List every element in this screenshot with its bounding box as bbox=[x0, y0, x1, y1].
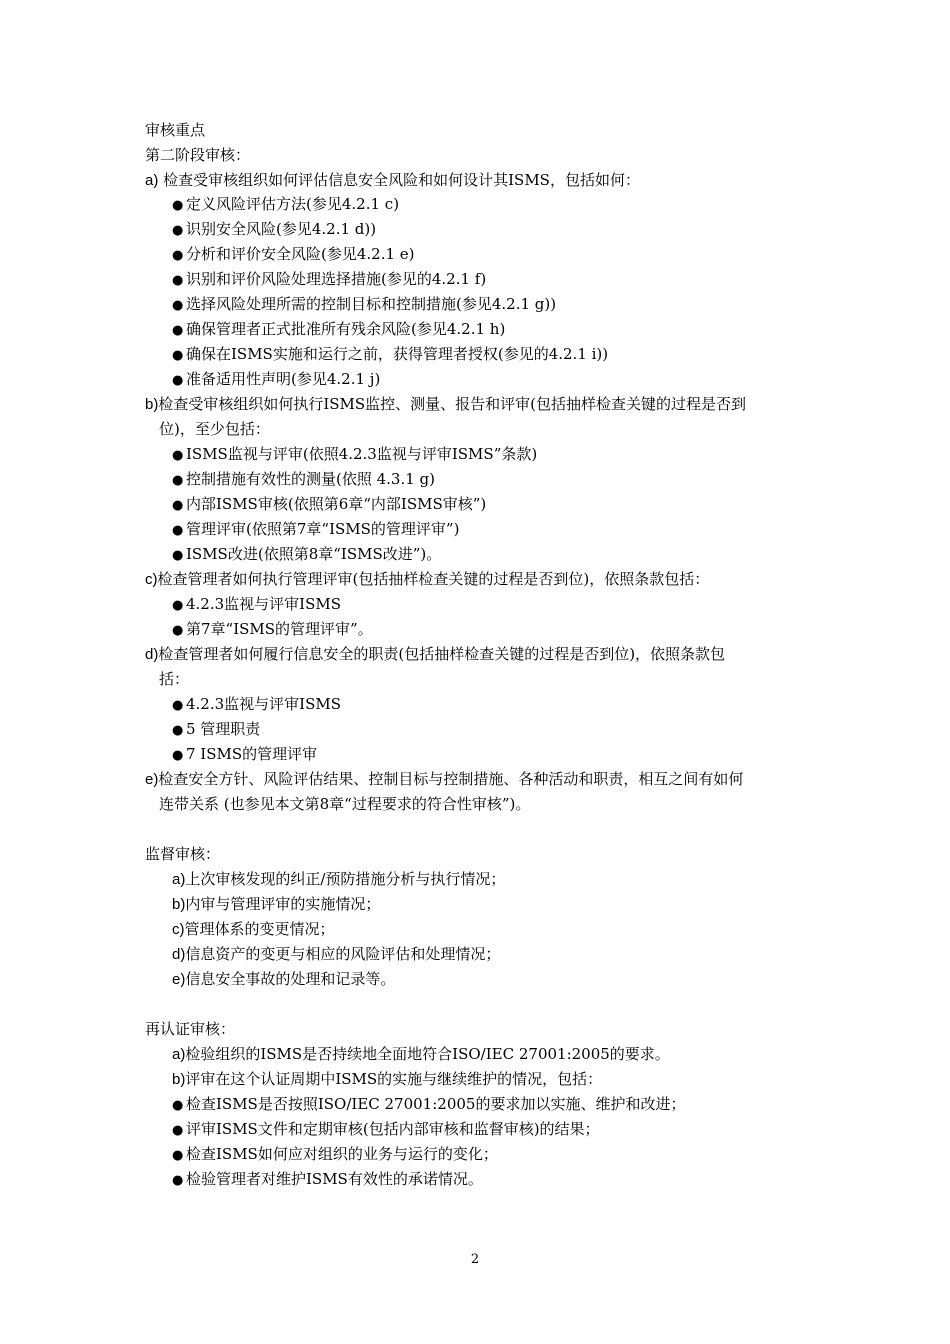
list-item: b)评审在这个认证周期中ISMS的实施与继续维护的情况，包括： bbox=[172, 1070, 603, 1088]
item-continuation: 连带关系 (也参见本文第8章“过程要求的符合性审核”)。 bbox=[159, 795, 531, 813]
bullet-icon: ● bbox=[172, 323, 184, 338]
item-continuation: 括： bbox=[159, 670, 190, 688]
item-marker: e) bbox=[172, 971, 186, 988]
item-marker: a) bbox=[172, 1046, 186, 1063]
item-marker: b) bbox=[145, 396, 159, 413]
list-item: b)内审与管理评审的实施情况； bbox=[172, 895, 381, 913]
bullet-icon: ● bbox=[172, 248, 184, 263]
bullet-icon: ● bbox=[172, 598, 184, 613]
item-marker: b) bbox=[172, 1071, 186, 1088]
bullet-item: ● 第7章“ISMS的管理评审”。 bbox=[172, 619, 373, 643]
bullet-icon: ● bbox=[172, 473, 184, 488]
item-text: 检查管理者如何履行信息安全的职责(包括抽样检查关键的过程是否到位)，依照条款包 bbox=[158, 645, 726, 663]
bullet-item: ● 识别和评价风险处理选择措施(参见的4.2.1 f) bbox=[172, 269, 486, 293]
bullet-item: ● ISMS改进(依照第8章“ISMS改进”)。 bbox=[172, 544, 441, 568]
stage2-heading: 第二阶段审核： bbox=[145, 146, 251, 164]
bullet-item: ● 7 ISMS的管理评审 bbox=[172, 744, 317, 768]
bullet-icon: ● bbox=[172, 548, 184, 563]
bullet-item: ● ISMS监视与评审(依照4.2.3监视与评审ISMS”条款) bbox=[172, 444, 537, 468]
bullet-icon: ● bbox=[172, 448, 184, 463]
item-marker: c) bbox=[172, 921, 185, 938]
bullet-item: ● 管理评审(依照第7章“ISMS的管理评审”) bbox=[172, 519, 459, 543]
stage2-item-c bbox=[145, 569, 709, 593]
item-text: 检查受审核组织如何执行ISMS监控、测量、报告和评审(包括抽样检查关键的过程是否到 bbox=[158, 395, 747, 413]
list-item: c)管理体系的变更情况； bbox=[172, 920, 335, 938]
stage2-item-a bbox=[145, 170, 640, 194]
bullet-icon: ● bbox=[172, 223, 184, 238]
bullet-item: ● 确保在ISMS实施和运行之前，获得管理者授权(参见的4.2.1 i)) bbox=[172, 344, 608, 368]
item-marker: a) bbox=[172, 871, 186, 888]
bullet-item: ● 控制措施有效性的测量(依照 4.3.1 g) bbox=[172, 469, 435, 493]
bullet-icon: ● bbox=[172, 748, 184, 763]
page-number: 2 bbox=[470, 1252, 480, 1267]
bullet-item: ● 选择风险处理所需的控制目标和控制措施(参见4.2.1 g)) bbox=[172, 294, 556, 318]
list-item: a)检验组织的ISMS是否持续地全面地符合ISO/IEC 27001:2005的要求。 bbox=[172, 1045, 670, 1063]
item-marker: d) bbox=[172, 946, 186, 963]
list-item: e)信息安全事故的处理和记录等。 bbox=[172, 970, 396, 988]
bullet-item: ● 定义风险评估方法(参见4.2.1 c) bbox=[172, 194, 399, 218]
bullet-item: ● 5 管理职责 bbox=[172, 719, 260, 743]
bullet-item: ● 4.2.3监视与评审ISMS bbox=[172, 694, 341, 718]
bullet-item: ● 检查ISMS是否按照ISO/IEC 27001:2005的要求加以实施、维护和改进； bbox=[172, 1094, 685, 1118]
item-marker: b) bbox=[172, 896, 186, 913]
surveillance-heading: 监督审核： bbox=[145, 845, 221, 863]
list-item: a)上次审核发现的纠正/预防措施分析与执行情况； bbox=[172, 870, 506, 888]
bullet-icon: ● bbox=[172, 348, 184, 363]
bullet-item: ● 识别安全风险(参见4.2.1 d)) bbox=[172, 219, 376, 243]
item-marker: a) bbox=[145, 172, 159, 189]
bullet-icon: ● bbox=[172, 1148, 184, 1163]
bullet-icon: ● bbox=[172, 298, 184, 313]
stage2-item-b bbox=[145, 394, 746, 418]
bullet-item: ● 准备适用性声明(参见4.2.1 j) bbox=[172, 369, 380, 393]
bullet-item: ● 内部ISMS审核(依照第6章“内部ISMS审核”) bbox=[172, 494, 486, 518]
item-continuation: 位)，至少包括： bbox=[159, 420, 270, 438]
bullet-icon: ● bbox=[172, 1173, 184, 1188]
item-marker: e) bbox=[145, 771, 159, 788]
stage2-item-d bbox=[145, 644, 725, 668]
item-text: 检查受审核组织如何评估信息安全风险和如何设计其ISMS，包括如何： bbox=[158, 171, 640, 189]
bullet-icon: ● bbox=[172, 698, 184, 713]
item-marker: d) bbox=[145, 646, 159, 663]
bullet-item: ● 4.2.3监视与评审ISMS bbox=[172, 594, 341, 618]
bullet-item: ● 检验管理者对维护ISMS有效性的承诺情况。 bbox=[172, 1169, 483, 1193]
bullet-icon: ● bbox=[172, 273, 184, 288]
bullet-icon: ● bbox=[172, 1098, 184, 1113]
bullet-item: ● 确保管理者正式批准所有残余风险(参见4.2.1 h) bbox=[172, 319, 505, 343]
item-text: 检查管理者如何执行管理评审(包括抽样检查关键的过程是否到位)，依照条款包括： bbox=[157, 570, 710, 588]
bullet-icon: ● bbox=[172, 498, 184, 513]
bullet-item: ● 检查ISMS如何应对组织的业务与运行的变化； bbox=[172, 1144, 498, 1168]
bullet-icon: ● bbox=[172, 723, 184, 738]
recert-heading: 再认证审核： bbox=[145, 1020, 236, 1038]
item-text: 检查安全方针、风险评估结果、控制目标与控制措施、各种活动和职责，相互之间有如何 bbox=[158, 770, 744, 788]
page-title: 审核重点 bbox=[145, 121, 206, 139]
bullet-item: ● 评审ISMS文件和定期审核(包括内部审核和监督审核)的结果； bbox=[172, 1119, 600, 1143]
item-marker: c) bbox=[145, 571, 158, 588]
bullet-icon: ● bbox=[172, 1123, 184, 1138]
stage2-item-e bbox=[145, 769, 743, 793]
list-item: d)信息资产的变更与相应的风险评估和处理情况； bbox=[172, 945, 501, 963]
bullet-icon: ● bbox=[172, 198, 184, 213]
bullet-item: ● 分析和评价安全风险(参见4.2.1 e) bbox=[172, 244, 415, 268]
bullet-icon: ● bbox=[172, 523, 184, 538]
bullet-icon: ● bbox=[172, 623, 184, 638]
bullet-icon: ● bbox=[172, 373, 184, 388]
